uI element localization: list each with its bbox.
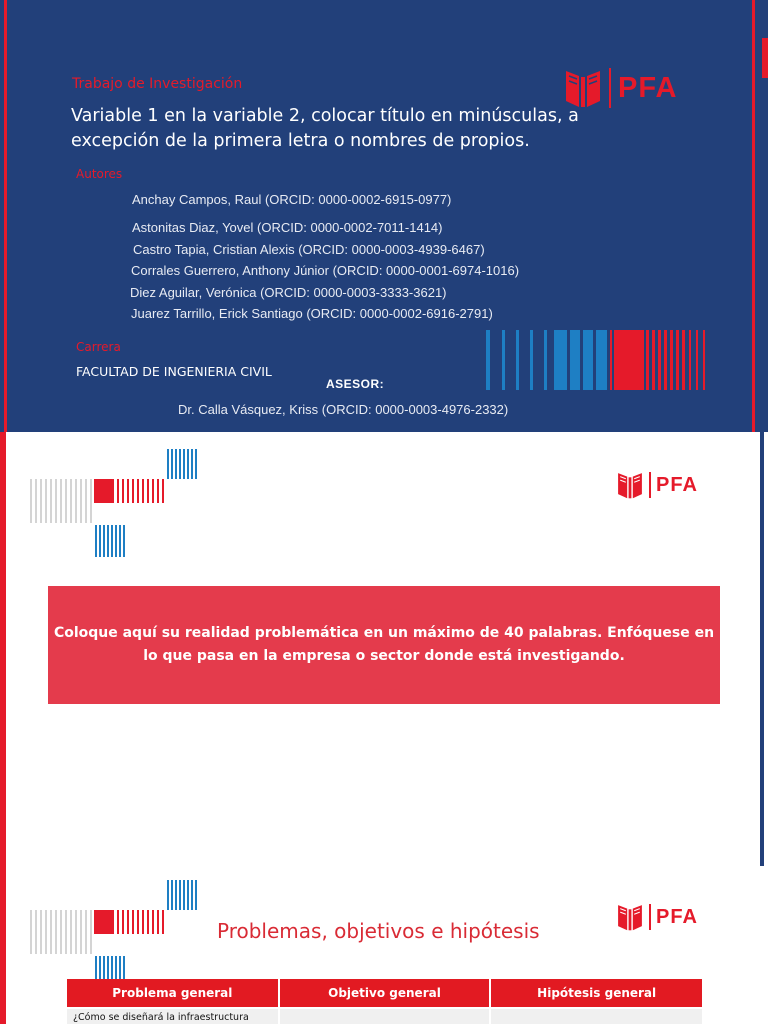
slide-heading: Problemas, objetivos e hipótesis	[217, 919, 540, 943]
author-item: Corrales Guerrero, Anthony Júnior (ORCID: 0000-0001-6974-1016)	[131, 263, 520, 278]
left-accent-bar	[0, 866, 6, 1024]
logo-text: PFA	[656, 905, 698, 928]
decorative-stripes	[30, 880, 200, 988]
authors-label: Autores	[76, 167, 123, 181]
career-label: Carrera	[76, 340, 121, 354]
author-item: Diez Aguilar, Verónica (ORCID: 0000-0003-3333-3621)	[130, 285, 447, 300]
logo-text: PFA	[618, 71, 678, 104]
problems-objectives-table	[67, 979, 702, 1024]
slide-title	[0, 0, 768, 432]
pfa-logo	[565, 68, 677, 108]
table-cell: ¿Cómo se diseñará la infraestructura	[67, 1008, 279, 1024]
table-header-cell: Hipótesis general	[490, 979, 702, 1008]
logo-divider	[609, 68, 611, 108]
logo-text: PFA	[656, 473, 698, 496]
ucv-book-icon	[617, 903, 643, 931]
logo-divider	[649, 904, 651, 930]
right-edge-tab	[762, 38, 768, 78]
slide-problem-reality	[0, 432, 768, 866]
logo-divider	[649, 472, 651, 498]
research-title: Variable 1 en la variable 2, colocar título en minúsculas, a excepción de la primera letra o nombres de propios.	[71, 106, 579, 151]
slide-problems-objectives	[0, 866, 768, 1024]
author-item: Juarez Tarrillo, Erick Santiago (ORCID: 0000-0002-6916-2791)	[131, 306, 493, 321]
author-item: Castro Tapia, Cristian Alexis (ORCID: 0000-0003-4939-6467)	[133, 242, 485, 257]
table-header-row	[67, 979, 702, 1008]
pfa-logo	[617, 903, 698, 931]
table-row	[67, 1008, 702, 1024]
kicker-label: Trabajo de Investigación	[72, 76, 243, 92]
table-header-cell: Objetivo general	[279, 979, 491, 1008]
author-item: Anchay Campos, Raul (ORCID: 0000-0002-6915-0977)	[132, 192, 452, 207]
table-cell	[490, 1008, 702, 1024]
author-item: Astonitas Diaz, Yovel (ORCID: 0000-0002-7011-1414)	[132, 220, 443, 235]
table-cell	[279, 1008, 491, 1024]
callout-text: Coloque aquí su realidad problemática en un máximo de 40 palabras. Enfóquese en lo que pasa en la empresa o sector donde está investigando.	[53, 625, 715, 664]
right-accent-bar	[752, 0, 755, 432]
decorative-stripes	[30, 449, 200, 557]
pfa-logo	[617, 471, 698, 499]
left-accent-bar	[0, 432, 6, 866]
advisor-label: ASESOR:	[326, 377, 385, 391]
table-header-cell: Problema general	[67, 979, 279, 1008]
faculty-name: FACULTAD DE INGENIERIA CIVIL	[76, 364, 272, 379]
left-accent-bar	[4, 0, 7, 432]
ucv-book-icon	[565, 68, 601, 108]
advisor-name: Dr. Calla Vásquez, Kriss (ORCID: 0000-0003-4976-2332)	[178, 402, 509, 417]
ucv-book-icon	[617, 471, 643, 499]
problem-reality-callout	[48, 586, 720, 704]
decorative-stripes	[486, 330, 708, 392]
right-accent-bar	[760, 432, 764, 866]
